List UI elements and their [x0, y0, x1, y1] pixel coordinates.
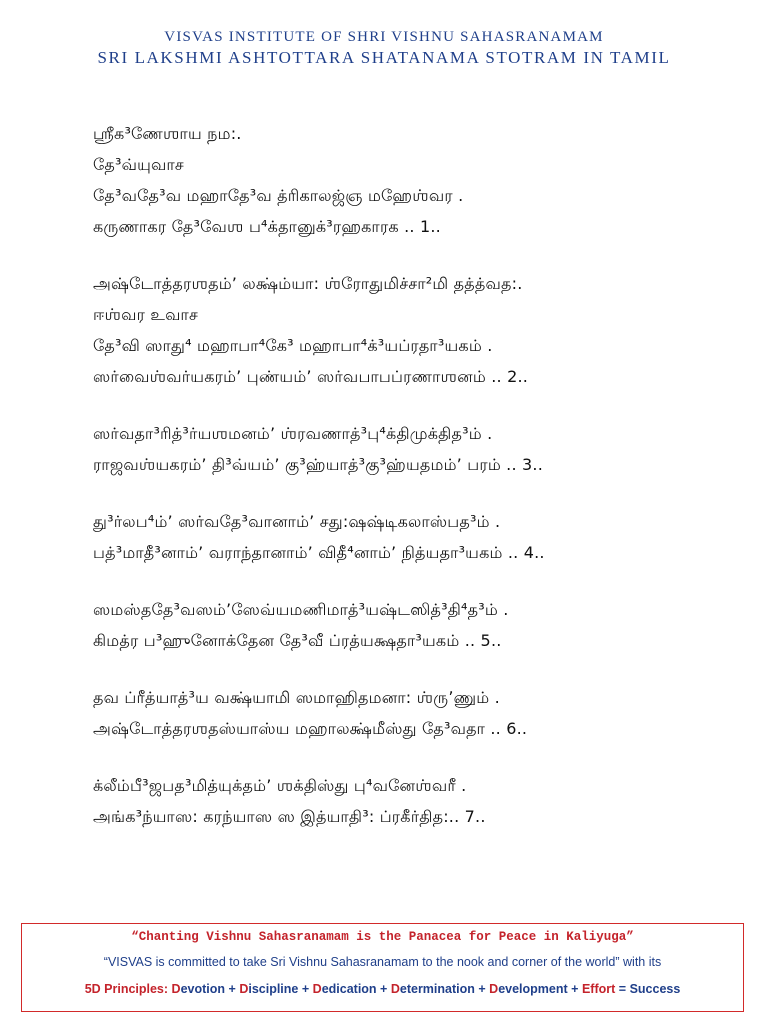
- verse-line: அஷ்டோத்தரஶதம்’ லக்ஷ்ம்யா꞉ ஶ்ரோதுமிச்சா²மி தத்த்வத꞉.: [93, 274, 523, 293]
- principle-initial: D: [171, 982, 181, 996]
- verse-line: க்லீம்பீ³ஜபத³மித்யுக்தம்’ ஶக்திஸ்து பு⁴வனேஶ்வரீ .: [93, 776, 467, 795]
- verse-4: [93, 506, 733, 568]
- footer-principles: [22, 981, 743, 997]
- verse-line: ஈஶ்வர உவாச: [93, 305, 199, 324]
- verse-line: பத்³மாதீ³னாம்’ வராந்தானாம்’ விதீ⁴னாம்’ நித்யதா³யகம் .. 4..: [93, 543, 545, 562]
- verse-line: ஸர்வதா³ரித்³ர்யஶமனம்’ ஶ்ரவணாத்³பு⁴க்திமுக்தித³ம் .: [93, 424, 493, 443]
- plus-sign: +: [228, 982, 236, 996]
- principle-initial: D: [312, 982, 322, 996]
- plus-sign: +: [301, 982, 310, 996]
- principle-word: evotion: [180, 982, 226, 996]
- verse-line: தே³வி ஸாது⁴ மஹாபா⁴கே³ மஹாபா⁴க்³யப்ரதா³யகம் .: [93, 336, 493, 355]
- stotram-body: [93, 118, 733, 858]
- footer-quote: “Chanting Vishnu Sahasranamam is the Panacea for Peace in Kaliyuga”: [131, 930, 634, 944]
- verse-line: கருணாகர தே³வேஶ ப⁴க்தானுக்³ரஹகாரக .. 1..: [93, 217, 441, 236]
- verse-1: [93, 118, 733, 242]
- plus-sign: +: [478, 982, 486, 996]
- plus-sign: +: [571, 982, 579, 996]
- verse-line: தே³வ்யுவாச: [93, 155, 184, 174]
- success-word: Success: [629, 982, 681, 996]
- page-header: [0, 28, 768, 69]
- verse-line: அங்க³ந்யாஸ꞉ கரந்யாஸ ஸ இத்யாதி³꞉ ப்ரகீர்தித꞉.. 7..: [93, 807, 486, 826]
- principle-initial: D: [390, 982, 400, 996]
- verse-line: தே³வதே³வ மஹாதே³வ த்ரிகாலஜ்ஞ மஹேஶ்வர .: [93, 186, 464, 205]
- effort-word: Effort: [581, 982, 616, 996]
- verse-line: தவ ப்ரீத்யாத்³ய வக்ஷ்யாமி ஸமாஹிதமனா꞉ ஶ்ருʼணும் .: [93, 688, 500, 707]
- verse-3: [93, 418, 733, 480]
- principle-word: iscipline: [248, 982, 299, 996]
- principle-word: edication: [321, 982, 377, 996]
- footer-mission: “VISVAS is committed to take Sri Vishnu Sahasranamam to the nook and corner of the world” with its: [103, 955, 662, 969]
- verse-2: [93, 268, 733, 392]
- principle-initial: D: [489, 982, 499, 996]
- institute-title: VISVAS INSTITUTE OF SHRI VISHNU SAHASRANAMAM: [164, 29, 604, 45]
- verse-line: ஶ்ரீக³ணேஶாய நம꞉.: [93, 124, 242, 143]
- equals-sign: =: [618, 982, 627, 996]
- principle-word: etermination: [399, 982, 475, 996]
- principle-word: evelopment: [498, 982, 568, 996]
- verse-line: அஷ்டோத்தரஶதஸ்யாஸ்ய மஹாலக்ஷ்மீஸ்து தே³வதா .. 6..: [93, 719, 528, 738]
- verse-line: து³ர்லப⁴ம்’ ஸர்வதே³வானாம்’ சது꞉ஷஷ்டிகலாஸ்பத³ம் .: [93, 512, 501, 531]
- document-title: SRI LAKSHMI ASHTOTTARA SHATANAMA STOTRAM IN TAMIL: [97, 48, 671, 67]
- verse-line: ஸர்வைஶ்வர்யகரம்’ புண்யம்’ ஸர்வபாபப்ரணாஶனம் .. 2..: [93, 367, 529, 386]
- footer-banner: [21, 923, 744, 1012]
- verse-7: [93, 770, 733, 832]
- verse-line: ஸமஸ்ததே³வஸம்’ஸேவ்யமணிமாத்³யஷ்டஸித்³தி⁴த³ம் .: [93, 600, 509, 619]
- verse-6: [93, 682, 733, 744]
- principle-initial: D: [239, 982, 249, 996]
- verse-line: ராஜவஶ்யகரம்’ தி³வ்யம்’ கு³ஹ்யாத்³கு³ஹ்யதமம்’ பரம் .. 3..: [93, 455, 543, 474]
- principles-label: 5D Principles:: [84, 982, 169, 996]
- verse-5: [93, 594, 733, 656]
- verse-line: கிமத்ர ப³ஹுனோக்தேன தே³வீ ப்ரத்யக்ஷதா³யகம் .. 5..: [93, 631, 502, 650]
- plus-sign: +: [380, 982, 388, 996]
